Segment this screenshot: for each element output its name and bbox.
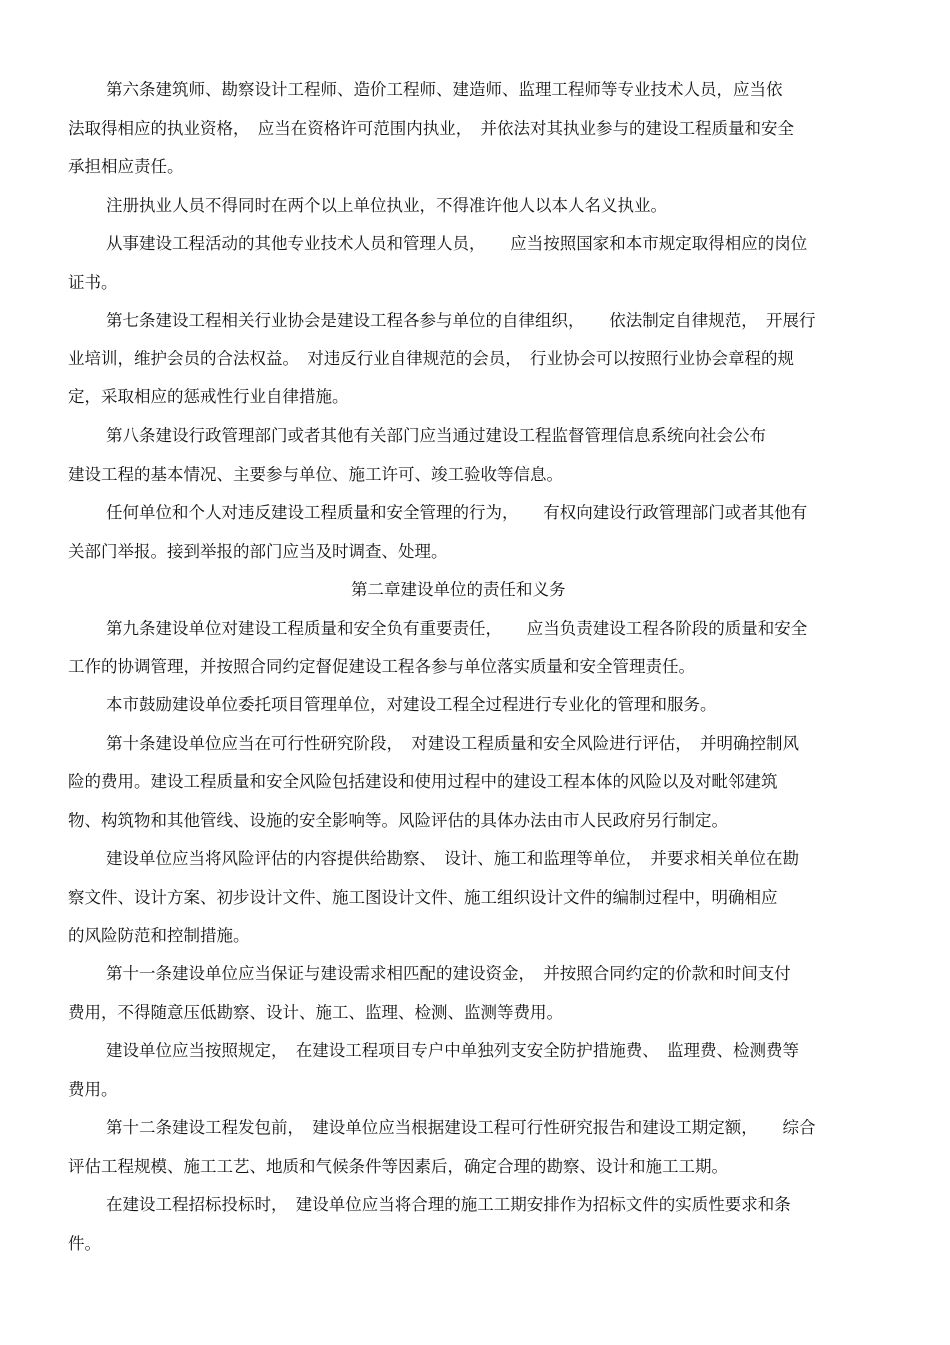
text-line-5: 从事建设工程活动的其他专业技术人员和管理人员， 应当按照国家和本市规定取得相应的岗位 <box>106 234 808 253</box>
chapter-heading: 第二章建设单位的责任和义务 <box>351 580 566 599</box>
text-line-19: 险的费用。建设工程质量和安全风险包括建设和使用过程中的建设工程本体的风险以及对毗邻建筑 <box>68 772 778 791</box>
text-line-15: 第九条建设单位对建设工程质量和安全负有重要责任， 应当负责建设工程各阶段的质量和安全 <box>106 619 808 638</box>
text-line-7: 第七条建设工程相关行业协会是建设工程各参与单位的自律组织， 依法制定自律规范， 开展行 <box>106 311 816 330</box>
text-line-2: 法取得相应的执业资格， 应当在资格许可范围内执业， 并依法对其执业参与的建设工程质量和安全 <box>68 119 794 138</box>
text-line-16: 工作的协调管理，并按照合同约定督促建设工程各参与单位落实质量和安全管理责任。 <box>68 657 695 676</box>
text-line-28: 第十二条建设工程发包前， 建设单位应当根据建设工程可行性研究报告和建设工期定额， 综合 <box>106 1118 816 1137</box>
text-line-8: 业培训，维护会员的合法权益。 对违反行业自律规范的会员， 行业协会可以按照行业协会章程的规 <box>68 349 794 368</box>
text-line-11: 建设工程的基本情况、主要参与单位、施工许可、竣工验收等信息。 <box>68 465 563 484</box>
text-line-6: 证书。 <box>68 273 118 292</box>
text-line-9: 定，采取相应的惩戒性行业自律措施。 <box>68 387 349 406</box>
text-line-22: 察文件、设计方案、初步设计文件、施工图设计文件、施工组织设计文件的编制过程中，明确相应 <box>68 888 778 907</box>
text-line-18: 第十条建设单位应当在可行性研究阶段， 对建设工程质量和安全风险进行评估， 并明确控制风 <box>106 734 799 753</box>
text-line-1: 第六条建筑师、勘察设计工程师、造价工程师、建造师、监理工程师等专业技术人员，应当依 <box>106 80 783 99</box>
text-line-17: 本市鼓励建设单位委托项目管理单位，对建设工程全过程进行专业化的管理和服务。 <box>106 695 717 714</box>
text-line-3: 承担相应责任。 <box>68 157 184 176</box>
text-line-26: 建设单位应当按照规定， 在建设工程项目专户中单独列支安全防护措施费、 监理费、检测费等 <box>106 1041 799 1060</box>
text-line-30: 在建设工程招标投标时， 建设单位应当将合理的施工工期安排作为招标文件的实质性要求和条 <box>106 1195 791 1214</box>
text-line-12: 任何单位和个人对违反建设工程质量和安全管理的行为， 有权向建设行政管理部门或者其他有 <box>106 503 808 522</box>
text-line-27: 费用。 <box>68 1080 118 1099</box>
text-line-23: 的风险防范和控制措施。 <box>68 926 250 945</box>
text-line-25: 费用，不得随意压低勘察、设计、施工、监理、检测、监测等费用。 <box>68 1003 563 1022</box>
text-line-4: 注册执业人员不得同时在两个以上单位执业，不得准许他人以本人名义执业。 <box>106 196 667 215</box>
text-line-20: 物、构筑物和其他管线、设施的安全影响等。风险评估的具体办法由市人民政府另行制定。 <box>68 811 728 830</box>
text-line-29: 评估工程规模、施工工艺、地质和气候条件等因素后，确定合理的勘察、设计和施工工期。 <box>68 1157 728 1176</box>
text-line-24: 第十一条建设单位应当保证与建设需求相匹配的建设资金， 并按照合同约定的价款和时间支付 <box>106 964 791 983</box>
text-line-21: 建设单位应当将风险评估的内容提供给勘察、 设计、施工和监理等单位， 并要求相关单位在勘 <box>106 849 799 868</box>
text-line-10: 第八条建设行政管理部门或者其他有关部门应当通过建设工程监督管理信息系统向社会公布 <box>106 426 766 445</box>
text-line-31: 件。 <box>68 1234 101 1253</box>
text-line-13: 关部门举报。接到举报的部门应当及时调查、处理。 <box>68 542 448 561</box>
